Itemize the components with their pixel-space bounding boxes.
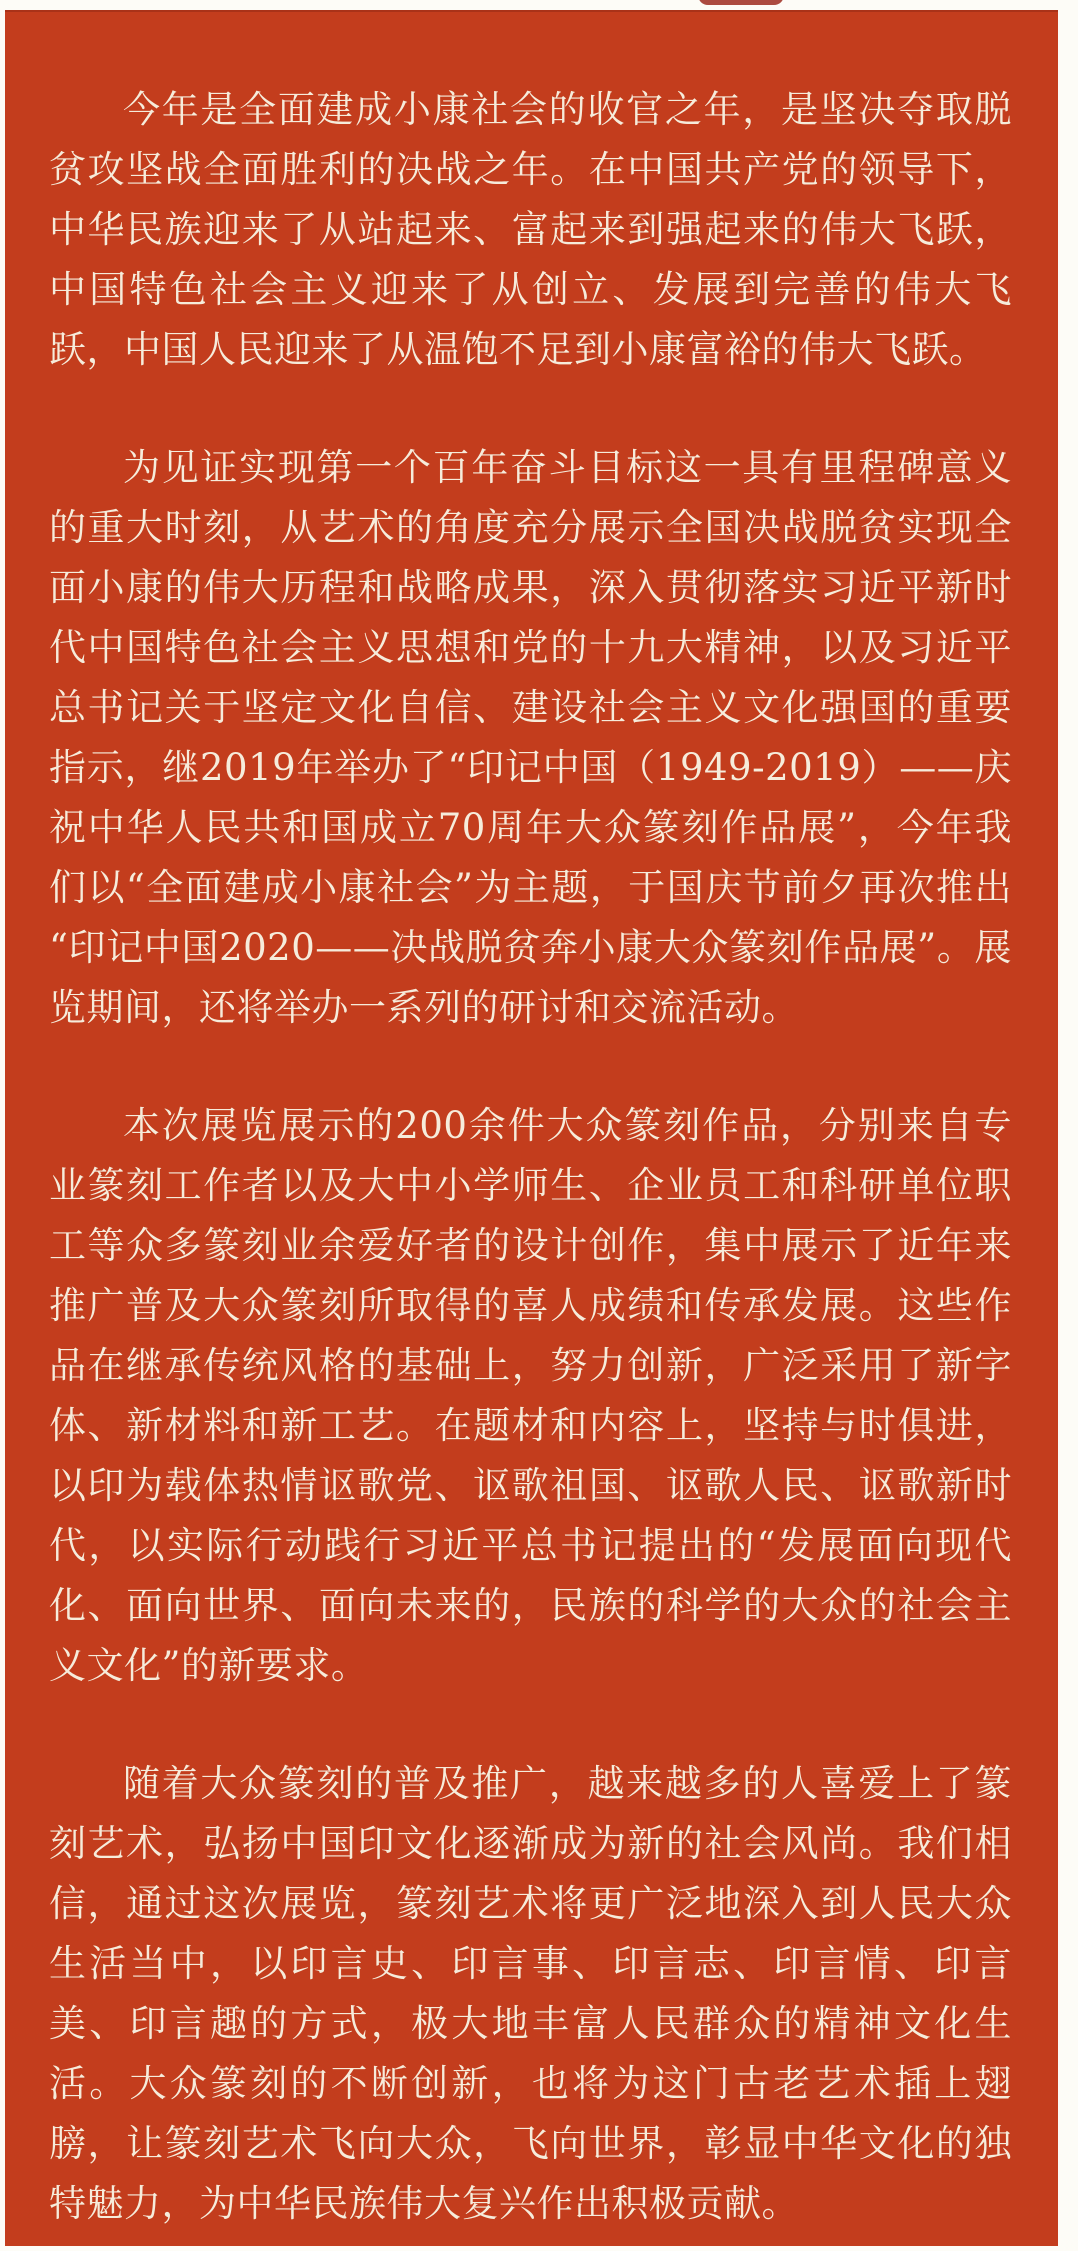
article-panel [5,10,1058,2246]
cropped-banner-fragment [698,0,784,5]
paragraph-3: 本次展览展示的200余件大众篆刻作品，分别来自专业篆刻工作者以及大中小学师生、企业员工和科研单位职工等众多篆刻业余爱好者的设计创作，集中展示了近年来推广普及大众篆刻所取得的喜人成绩和传承发展。这些作品在继承传统风格的基础上，努力创新，广泛采用了新字体、新材料和新工艺。在题材和内容上，坚持与时俱进，以印为载体热情讴歌党、讴歌祖国、讴歌人民、讴歌新时代，以实际行动践行习近平总书记提出的“发展面向现代化、面向世界、面向未来的，民族的科学的大众的社会主义文化”的新要求。 [49,1104,1012,1687]
paragraph-4: 随着大众篆刻的普及推广，越来越多的人喜爱上了篆刻艺术，弘扬中国印文化逐渐成为新的社会风尚。我们相信，通过这次展览，篆刻艺术将更广泛地深入到人民大众生活当中，以印言史、印言事、印言志、印言情、印言美、印言趣的方式，极大地丰富人民群众的精神文化生活。大众篆刻的不断创新，也将为这门古老艺术插上翅膀，让篆刻艺术飞向大众，飞向世界，彰显中华文化的独特魅力，为中华民族伟大复兴作出积极贡献。 [49,1762,1012,2225]
paragraph-1: 今年是全面建成小康社会的收官之年，是坚决夺取脱贫攻坚战全面胜利的决战之年。在中国共产党的领导下，中华民族迎来了从站起来、富起来到强起来的伟大飞跃，中国特色社会主义迎来了从创立、发展到完善的伟大飞跃，中国人民迎来了从温饱不足到小康富裕的伟大飞跃。 [49,88,1012,371]
paragraph-2: 为见证实现第一个百年奋斗目标这一具有里程碑意义的重大时刻，从艺术的角度充分展示全国决战脱贫实现全面小康的伟大历程和战略成果，深入贯彻落实习近平新时代中国特色社会主义思想和党的十九大精神，以及习近平总书记关于坚定文化自信、建设社会主义文化强国的重要指示，继2019年举办了“印记中国（1949-2019）——庆祝中华人民共和国成立70周年大众篆刻作品展”，今年我们以“全面建成小康社会”为主题，于国庆节前夕再次推出 “印记中国2020——决战脱贫奔小康大众篆刻作品展”。展览期间，还将举办一系列的研讨和交流活动。 [49,446,1012,1029]
